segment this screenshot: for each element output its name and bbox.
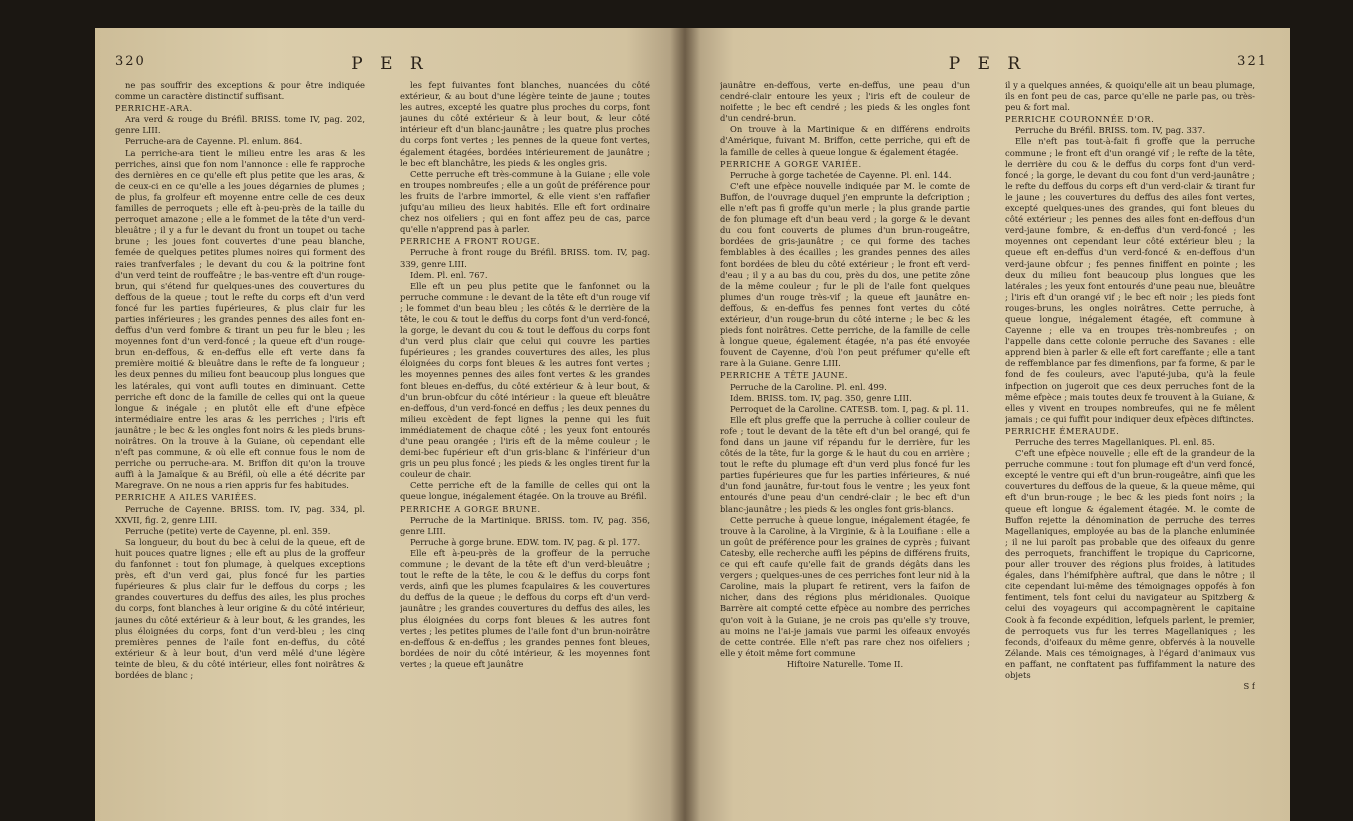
signature-mark: S f [1243,681,1255,692]
right-running-head [685,54,1290,78]
right-column-2 [1005,80,1255,810]
right-running-title: P E R [948,54,1027,74]
entry-heading: PERRICHE A FRONT ROUGE. [400,236,541,247]
entry-heading: PERRICHE A GORGE VARIÉE. [720,158,862,169]
paragraph: les fept fuivantes font blanches, nuancées du côté extérieur, & au bout d'une légère teinte de jaune ; toutes les autres, excepté les quatre plus proches du corps, font jaunes du côté extérieur & à leur bout, & leur côté intérieur eft d'un blanc-jaunâtre ; les quatre plus proches du corps font vertes ; les pennes de la queue font vertes, également étagées, bordées intérieurement de jaunâtre ; le bec eft blanchâtre, les pieds & les ongles gris. [400,80,650,168]
paragraph: Perruche de la Martinique. BRISS. tom. IV, pag. 356, genre LIII. [400,514,650,536]
paragraph: jaunâtre en-deffous, verte en-deffus, une peau d'un cendré-clair entoure les yeux ; l'iris eft de couleur de noifette ; le bec eft cendré ; les pieds & les ongles font d'un cendré-brun. [720,80,970,124]
paragraph: il y a quelques années, & quoiqu'elle ait un beau plumage, ils en font peu de cas, parce qu'elle ne parle pas, ou très-peu & fort mal. [1005,80,1255,113]
paragraph: C'eft une efpèce nouvelle indiquée par M. le comte de Buffon, de l'ouvrage duquel j'en emprunte la defcription ; elle n'eft pas fi groffe qu'un merle ; la plus grande partie de fon plumage eft d'un beau verd ; la gorge & le devant du cou font couverts de plumes d'un brun-rougeâtre, bordées de gris-jaunâtre ; ce qui forme des taches femblables à des écailles ; les grandes pennes des ailes font bordées de bleu du côté extérieur ; le front eft verd-d'eau ; il y a au bas du cou, près du dos, une petite zône de la même couleur ; fur le pli de l'aile font quelques plumes d'un rouge très-vif ; la queue eft jaunâtre en-deffous, & en-deffus fes pennes font vertes du côté extérieur, d'un rouge-brun du côté interne ; le bec & les pieds font noirâtres. Cette perriche, de la famille de celle à longue queue, également étagée, n'a pas été envoyée fouvent de Cayenne, d'où l'on peut préfumer qu'elle eft rare à la Guiane. Genre LIII. [720,180,970,369]
right-column-1 [720,80,970,810]
paragraph: Elle eft à-peu-près de la groffeur de la perruche commune ; le devant de la tête eft d'un verd-bleuâtre ; tout le refte de la tête, le cou & le deffus du corps font verds, ainfi que les plumes fcapulaires & les couvertures du deffus de la queue ; le deffous du corps eft d'un verd-jaunâtre ; les grandes couvertures du deffus des ailes, les plus éloignées du corps font bleues & les autres font vertes ; les petites plumes de l'aile font d'un brun-noirâtre en-deffous & en-deffus ; les grandes pennes font bleues, bordées de noir du côté intérieur, & les moyennes font vertes ; la queue eft jaunâtre [400,547,650,669]
paragraph: Perruche des terres Magellaniques. Pl. enl. 85. [1015,437,1215,447]
paragraph: Perruche (petite) verte de Cayenne, pl. enl. 359. [125,525,331,536]
paragraph: Perruche du Bréfil. BRISS. tom. IV, pag. 337. [1015,125,1206,136]
left-running-head [95,54,685,78]
book-gutter [670,28,700,821]
page-footer: Hiftoire Naturelle. Tome II. [786,658,904,669]
paragraph: Elle eft un peu plus petite que le fanfonnet ou la perruche commune : le devant de la tête eft d'un rouge vif ; le fommet d'un beau bleu ; les côtés & le derrière de la tête, le cou & tout le deffus du corps font d'un verd-foncé, la gorge, le devant du cou & tout le deffous du corps font d'un verd plus clair que celui qui couvre les parties fupérieures ; les grandes couvertures des ailes, les plus éloignées du corps font bleues & les autres font vertes ; les moyennes pennes des ailes font vertes & les grandes font bleues en-deffus, du côté extérieur & à leur bout, & d'un brun-obfcur du côté intérieur : la queue eft bleuâtre en-deffous, d'un verd-foncé en deffus ; les deux pennes du milieu excèdent de fept lignes la penne qui les fuit immédiatement de chaque côté ; les yeux font entourés d'une peau orangée ; l'iris eft de la même couleur ; le demi-bec fupérieur eft d'un gris-blanc & l'inférieur d'un gris un peu plus foncé ; les pieds & les ongles tirent fur la couleur de chair. [400,280,650,480]
left-page-number: 320 [115,54,146,69]
paragraph: Perruche à gorge tachetée de Cayenne. Pl. enl. 144. [730,169,952,180]
entry-heading: PERRICHE ÉMERAUDE. [1005,425,1120,436]
left-column-2 [400,80,650,810]
left-column-1 [115,80,365,810]
paragraph: Ara verd & rouge du Bréfil. BRISS. tome IV, pag. 202, genre LIII. [115,114,365,136]
entry-heading: PERRICHE A AILES VARIÉES. [115,492,257,503]
paragraph: C'eft une efpèce nouvelle ; elle eft de la grandeur de la perruche commune : tout fon plumage eft d'un verd foncé, excepté le ventre qui eft d'un brun-rougeâtre, ainfi que les couvertures du deffous de la queue, & la queue même, qui eft d'un brun-rouge ; le bec & les pieds font noirs ; la queue eft longue & également étagée. M. le comte de Buffon rejette la dénomination de perruche des terres Magellaniques, employée au bas de la planche enluminée ; il ne lui paroît pas probable que des oifeaux du genre des perroquets, franchiffent le tropique du Capricorne, pour aller trouver des régions plus froides, à latitudes égales, dans l'hémifphère auftral, que dans le nôtre ; il cite cependant lui-même des témoignages oppofés à fon fentiment, tels font celui du navigateur au Spitzberg & celui des voyageurs qui accompagnèrent le capitaine Cook à fa feconde expédition, lefquels parlent, le premier, de perroquets vus fur les terres Magellaniques ; les feconds, d'oifeaux du même genre, obfervés à la nouvelle Zélande. Mais ces témoignages, à l'égard d'animaux vus en paffant, ne conftatent pas fuffifamment la nature des objets [1005,448,1255,680]
paragraph: Cette perruche à queue longue, inégalement étagée, fe trouve à la Caroline, à la Virginie, & à la Louifiane : elle a un goût de préférence pour les graines de cyprès ; fuivant Catesby, elle recherche auffi les pépins de différens fruits, ce qui eft caufe qu'elle fait de grands dégâts dans les vergers ; quelques-unes de ces perriches font leur nid à la Caroline, mais la plupart fe retirent, vers la faifon de nicher, dans des régions plus méridionales. Quoique Barrère ait compté cette efpèce au nombre des perriches qu'on voit à la Guiane, je ne crois pas qu'elle s'y trouve, au moins ne l'ai-je jamais vue parmi les oifeaux envoyés de cette contrée. Elle n'eft pas rare chez nos oifeliers ; elle y étoit même fort commune [720,514,970,658]
paragraph: Perruche-ara de Cayenne. Pl. enlum. 864. [125,136,303,147]
paragraph: Perruche à gorge brune. EDW. tom. IV, pag. & pl. 177. [410,536,641,547]
entry-heading: PERRICHE A TÊTE JAUNE. [720,370,849,381]
paragraph: Elle eft plus greffe que la perruche à collier couleur de rofe ; tout le devant de la tête eft d'un bel orangé, qui fe fond dans un jaune vif répandu fur le derrière, fur les côtés de la tête, fur la gorge & le haut du cou en arrière ; tout le refte du plumage eft d'un verd plus foncé fur les parties fupérieures que fur les parties inférieures, & nué d'un fond jaunâtre, fur-tout fous le ventre ; les yeux font entourés d'une peau d'un cendré-clair ; le bec eft d'un blanc-jaunâtre ; les pieds & les ongles font gris-blancs. [720,414,970,514]
paragraph: Cette perriche eft de la famille de celles qui ont la queue longue, inégalement étagée. On la trouve au Bréfil. [400,480,650,502]
paragraph: Idem. BRISS. tom. IV, pag. 350, genre LIII. [730,392,912,403]
paragraph: ne pas souffrir des exceptions & pour être indiquée comme un caractère distinctif suffisant. [115,80,365,102]
entry-heading: PERRICHE-ARA. [115,103,193,114]
paragraph: On trouve à la Martinique & en différens endroits d'Amérique, fuivant M. Briffon, cette perriche, qui eft de la famille de celles à queue longue & également étagée. [720,124,970,157]
paragraph: Perruche à front rouge du Bréfil. BRISS. tom. IV, pag. 339, genre LIII. [400,247,650,269]
paragraph: Cette perruche eft très-commune à la Guiane ; elle vole en troupes nombreufes ; elle a un goût de préférence pour les fruits de l'arbre immortel, & elle vient s'en raffafier jufqu'au milieu des lieux habités. Elle eft fort ordinaire chez nos oifeliers ; qui en font affez peu de cas, parce qu'elle n'apprend pas à parler. [400,168,650,235]
paragraph: Perruche de la Caroline. Pl. enl. 499. [730,381,887,392]
left-running-title: P E R [351,54,429,74]
paragraph: Perroquet de la Caroline. CATESB. tom. I, pag. & pl. 11. [730,403,969,414]
entry-heading: PERRICHE COURONNÉE D'OR. [1005,114,1155,125]
paragraph: La perriche-ara tient le milieu entre les aras & les perriches, ainsi que fon nom l'annonce : elle fe rapproche des dernières en ce qu'elle eft plus petite que les aras, & de ceux-ci en ce qu'elle a les joues dégarnies de plumes ; de plus, fa grolfeur eft moyenne entre celle de ces deux familles de perroquets ; elle eft à-peu-près de la taille du perroquet amazone ; elle a le fommet de la tête d'un verd-bleuâtre ; il y a fur le devant du front un toupet ou tache brune ; les joues font couvertes d'une peau blanche, femée de quelques petites plumes noires qui forment des raies tranfverfales ; le devant du cou & la poitrine font d'un verd teint de rouffeâtre ; le bas-ventre eft d'un rouge-brun, qui s'étend fur quelques-unes des couvertures du deffous de la queue ; tout le refte du corps eft d'un verd foncé fur les parties fupérieures, & plus clair fur les parties inférieures ; les grandes pennes des ailes font en-deffus d'un verd fombre & tirant un peu fur le bleu ; les moyennes font d'un verd-foncé ; la queue eft d'un rouge-brun en-deffous, & en-deffus elle eft verte dans fa première moitié & bleuâtre dans le refte de fa longueur ; les deux pennes du milieu font beaucoup plus longues que les latérales, qui vont aufli toutes en diminuant. Cette perriche eft donc de la famille de celles qui ont la queue longue & inégale ; en plutôt elle eft d'une efpèce intermédiaire entre les aras & les perriches ; l'iris eft jaunâtre ; le bec & les ongles font noirs & les pieds bruns-noirâtres. On la trouve à la Guiane, où cependant elle n'eft pas commune, & où elle eft connue fous le nom de perriche ou perruche-ara. M. Briffon dit qu'on la trouve auffi à la Jamaïque & au Bréfil, où elle a été décrite par Maregrave. On ne nous a rien appris fur fes habitudes. [115,147,365,491]
left-page [95,28,685,821]
paragraph: Idem. Pl. enl. 767. [410,269,488,280]
paragraph: Sa longueur, du bout du bec à celui de la queue, eft de huit pouces quatre lignes ; elle eft au plus de la groffeur du fanfonnet : tout fon plumage, à quelques exceptions près, eft d'un verd gai, plus foncé fur les parties fupérieures & plus clair fur le deffous du corps ; les grandes couvertures du deffus des ailes, les plus proches du corps, font blanches à leur origine & du côté intérieur, jaunes du côté extérieur & à leur bout, & les grandes, les plus éloignées du corps, font d'un verd-bleu ; les cinq premières pennes de l'aile font en-deffus, du côté extérieur & à leur bout, d'un verd mêlé d'une légère teinte de bleu, & du côté intérieur, elles font noirâtres & bordées de blanc ; [115,536,365,680]
right-page-number: 321 [1237,54,1268,69]
paragraph: Elle n'eft pas tout-à-fait fi groffe que la perruche commune ; le front eft d'un orangé vif ; le refte de la tête, le derrière du cou & le deffus du corps font d'un verd-foncé ; la gorge, le devant du cou font d'un verd-jaunâtre ; le refte du deffous du corps eft d'un verd-clair & tirant fur le jaune ; les couvertures du deffus des ailes font vertes, excepté quelques-unes des grandes, qui font bleues du côté extérieur ; les pennes des ailes font en-deffous d'un verd-jaune fombre, & en-deffus d'un verd-foncé ; les moyennes ont cependant leur côté extérieur bleu ; la queue eft en-deffus d'un verd-foncé & en-deffous d'un verd-jaune obfcur ; fes pennes finiffent en pointe ; les deux du milieu font beaucoup plus longues que les latérales ; les yeux font entourés d'une peau nue, bleuâtre ; l'iris eft d'un orangé vif ; le bec eft noir ; les pieds font rouges-bruns, les ongles noirâtres. Cette perruche, à queue longue, inégalement étagée, eft commune à Cayenne ; elle va en troupes très-nombreufes ; on l'appelle dans cette colonie perruche des Savanes : elle apprend bien à parler & elle eft fort careffante ; elle a tant de reffemblance par fes dimenfions, par fa forme, & par le fond de fes couleurs, avec l'aputé-juba, qu'à la feule infpection on jugeroit que ces deux perruches font de la même efpèce ; mais toutes deux fe trouvent à la Guiane, & elles y vivent en troupes nombreufes, qui ne fe mêlent jamais ; ce qui fuffit pour indiquer deux efpèces diftinctes. [1005,136,1255,424]
right-page [685,28,1290,821]
entry-heading: PERRICHE A GORGE BRUNE. [400,503,541,514]
book-spread [95,28,1290,821]
paragraph: Perruche de Cayenne. BRISS. tom. IV, pag. 334, pl. XXVII, fig. 2, genre LIII. [115,503,365,525]
